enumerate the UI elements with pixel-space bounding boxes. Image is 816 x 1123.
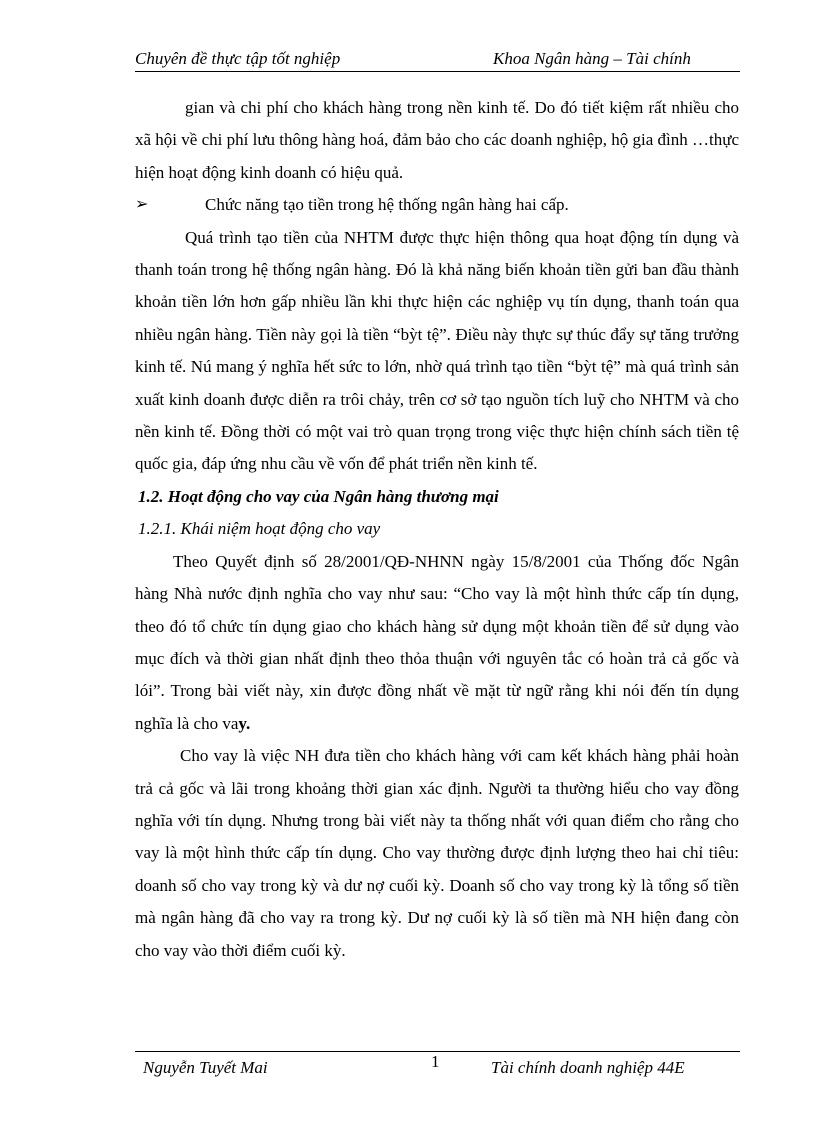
paragraph-3	[135, 546, 739, 740]
paragraph-4: Cho vay là việc NH đưa tiền cho khách hàng với cam kết khách hàng phải hoàn trả cả gốc và lãi trong khoảng thời gian xác định. Người ta thường hiểu cho vay đồng nghĩa với tín dụng. Nhưng trong bài viết này ta thống nhất với quan điểm cho rằng cho vay là một hình thức cấp tín dụng. Cho vay thường được định lượng theo hai chỉ tiêu: doanh số cho vay trong kỳ và dư nợ cuối kỳ. Doanh số cho vay trong kỳ là tổng số tiền mà ngân hàng đã cho vay ra trong kỳ. Dư nợ cuối kỳ là số tiền mà NH hiện đang còn cho vay vào thời điểm cuối kỳ.	[135, 746, 739, 960]
footer-class: Tài chính doanh nghiệp 44E	[491, 1058, 685, 1077]
page-footer	[135, 1051, 740, 1077]
paragraph-2: Quá trình tạo tiền của NHTM được thực hiện thông qua hoạt động tín dụng và thanh toán trong hệ thống ngân hàng. Đó là khả năng biến khoản tiền gửi ban đầu thành khoản tiền lớn hơn gấp nhiều lần khi thực hiện các nghiệp vụ tín dụng, thanh toán qua nhiều ngân hàng. Tiền này gọi là tiền “bỳt tệ”. Điều này thực sự thúc đẩy sự tăng trưởng kinh tế. Nú mang ý nghĩa hết sức to lớn, nhờ quá trình tạo tiền “bỳt tệ” mà quá trình sản xuất kinh doanh được diễn ra trôi chảy, trên cơ sở tạo nguồn tích luỹ cho NHTM và cho nền kinh tế. Đồng thời có một vai trò quan trọng trong việc thực hiện chính sách tiền tệ quốc gia, đáp ứng nhu cầu về vốn để phát triển nền kinh tế.	[135, 227, 739, 474]
header-faculty: Khoa Ngân hàng – Tài chính	[493, 49, 691, 68]
bullet-item-text: Chức năng tạo tiền trong hệ thống ngân hàng hai cấp.	[205, 195, 569, 215]
paragraph-1: gian và chi phí cho khách hàng trong nền kinh tế. Do đó tiết kiệm rất nhiều cho xã hội về chi phí lưu thông hàng hoá, đảm bảo cho các doanh nghiệp, hộ gia đình …thực hiện hoạt động kinh doanh có hiệu quả.	[135, 98, 739, 182]
page-number: 1	[431, 1052, 440, 1071]
footer-author: Nguyễn Tuyết Mai	[143, 1058, 268, 1077]
body-text	[135, 92, 739, 967]
paragraph-3-text: Theo Quyết định số 28/2001/QĐ-NHNN ngày 15/8/2001 của Thống đốc Ngân hàng Nhà nước định nghĩa cho vay như sau: “Cho vay là một hình thức cấp tín dụng, theo đó tổ chức tín dụng giao cho khách hàng sử dụng một khoản tiền để sử dụng vào mục đích và thời gian nhất định theo thỏa thuận với nguyên tắc có hoàn trả cả gốc và lói”. Trong bài viết này, xin được đồng nhất về mặt từ ngữ rằng khi nói đến tín dụng nghĩa là cho va	[135, 551, 739, 733]
section-heading-1-2: 1.2. Hoạt động cho vay của Ngân hàng thương mại	[138, 486, 499, 506]
subsection-heading-1-2-1: 1.2.1. Khái niệm hoạt động cho vay	[138, 519, 381, 539]
header-document-title: Chuyên đề thực tập tốt nghiệp	[135, 49, 341, 68]
paragraph-3-end: y.	[238, 713, 251, 733]
bullet-item	[135, 189, 739, 221]
page-header	[135, 49, 740, 72]
arrow-bullet-icon: ➢	[135, 196, 149, 214]
